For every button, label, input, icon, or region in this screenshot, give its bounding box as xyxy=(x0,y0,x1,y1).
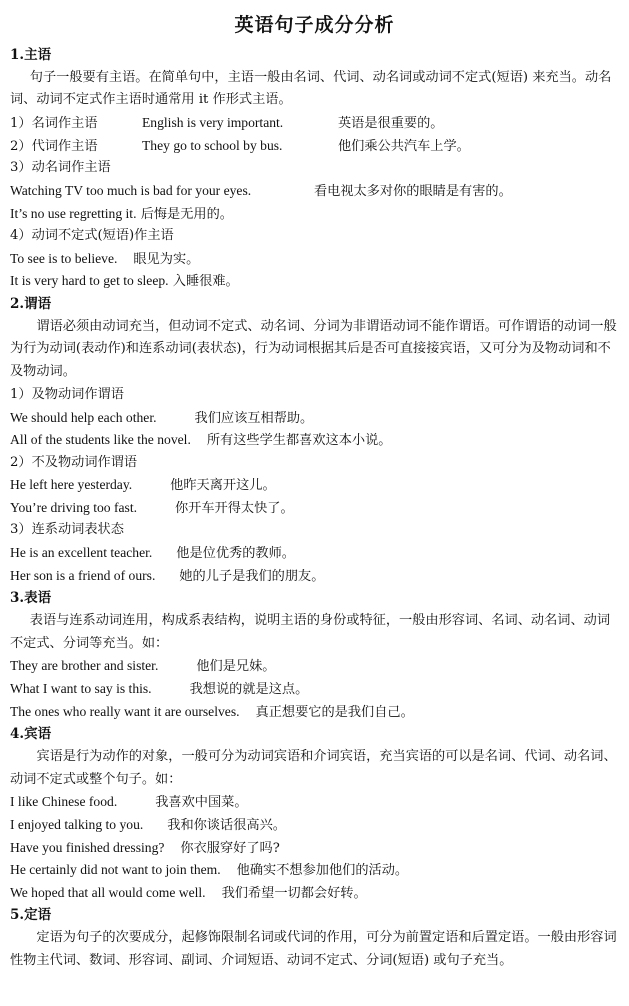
example-english: What I want to say is this. xyxy=(10,681,152,697)
example-english: They are brother and sister. xyxy=(10,658,159,674)
example-english: He is an excellent teacher. xyxy=(10,545,153,561)
example-english: He left here yesterday. xyxy=(10,477,133,493)
section-heading-subject: 1.主语 xyxy=(10,47,52,63)
example-english: The ones who really want it are ourselves. xyxy=(10,703,240,719)
example-line xyxy=(10,180,619,203)
example-chinese: 所有这些学生都喜欢这本小说。 xyxy=(206,433,392,449)
example-line xyxy=(10,814,619,837)
example-english: English is very important. xyxy=(142,115,284,131)
sub-heading: 3）连系动词表状态 xyxy=(10,522,124,538)
section-heading-attribute: 5.定语 xyxy=(10,907,52,924)
section-intro-predicative: 表语与连系动词连用，构成系表结构，说明主语的身份或特征，一般由形容词、名词、动名词、动词不定式、分词等充当。如： xyxy=(10,612,611,651)
example-chinese: 他是位优秀的教师。 xyxy=(176,546,295,562)
section-heading-predicate: 2.谓语 xyxy=(10,295,52,312)
example-line xyxy=(10,791,619,814)
example-chinese: 后悔是无用的。 xyxy=(140,206,233,222)
example-line xyxy=(10,837,619,860)
example-line xyxy=(10,655,619,678)
example-english: All of the students like the novel. xyxy=(10,432,191,448)
sub-heading: 3）动名词作主语 xyxy=(10,160,111,176)
example-english: Have you finished dressing? xyxy=(10,839,165,855)
example-chinese: 你衣服穿好了吗? xyxy=(180,840,280,856)
section-intro-subject: 句子一般要有主语。在简单句中，主语一般由名词、代词、动名词或动词不定式(短语) 来充当。动名词、动词不定式作主语时通常用 it 作形式主语。 xyxy=(10,69,612,108)
example-line xyxy=(10,497,619,520)
example-line xyxy=(10,429,619,452)
example-line xyxy=(10,882,619,905)
example-chinese: 我们应该互相帮助。 xyxy=(194,410,314,426)
sub-heading: 1）及物动词作谓语 xyxy=(10,386,124,402)
example-english: I like Chinese food. xyxy=(10,794,118,810)
example-chinese: 我喜欢中国菜。 xyxy=(155,795,248,811)
example-english: Her son is a friend of ours. xyxy=(10,567,156,583)
section-intro-attribute: 定语为句子的次要成分，起修饰限制名词或代词的作用，可分为前置定语和后置定语。一般由形容词性物主代词、数词、形容词、副词、介词短语、动词不定式、分词(短语) 或句子充当。 xyxy=(10,929,617,968)
example-english: He certainly did not want to join them. xyxy=(10,862,221,878)
example-english: They go to school by bus. xyxy=(142,137,283,153)
example-english: We should help each other. xyxy=(10,409,157,425)
example-chinese: 入睡很难。 xyxy=(172,274,239,290)
example-chinese: 他们乘公共汽车上学。 xyxy=(338,138,470,154)
example-english: We hoped that all would come well. xyxy=(10,884,206,900)
sub-heading: 1）名词作主语 xyxy=(10,116,98,132)
example-line xyxy=(10,678,619,701)
example-chinese: 真正想要它的是我们自己。 xyxy=(255,704,414,720)
example-line xyxy=(10,407,619,430)
example-english: To see is to believe. xyxy=(10,250,118,266)
example-line xyxy=(10,565,619,588)
page-title: 英语句子成分分析 xyxy=(234,14,395,36)
example-line xyxy=(10,135,619,158)
example-chinese: 他确实不想参加他们的活动。 xyxy=(236,863,409,879)
example-chinese: 她的儿子是我们的朋友。 xyxy=(179,568,325,584)
example-line xyxy=(10,112,619,135)
example-english: I enjoyed talking to you. xyxy=(10,817,144,833)
sub-heading: 2）代词作主语 xyxy=(10,138,98,154)
sub-heading: 4）动词不定式(短语)作主语 xyxy=(10,228,174,244)
example-english: Watching TV too much is bad for your eyes. xyxy=(10,182,252,198)
example-english: It is very hard to get to sleep. xyxy=(10,273,169,289)
example-line xyxy=(10,203,619,226)
example-chinese: 他们是兄妹。 xyxy=(196,659,276,675)
example-chinese: 我和你谈话很高兴。 xyxy=(167,818,286,834)
example-chinese: 英语是很重要的。 xyxy=(338,116,444,132)
example-line xyxy=(10,701,619,724)
section-heading-predicative: 3.表语 xyxy=(10,590,52,607)
example-chinese: 我想说的就是这点。 xyxy=(189,682,309,698)
example-line xyxy=(10,248,619,271)
example-chinese: 我们希望一切都会好转。 xyxy=(221,885,367,901)
example-chinese: 他昨天离开这儿。 xyxy=(170,478,276,494)
example-line xyxy=(10,474,619,497)
sub-heading: 2）不及物动词作谓语 xyxy=(10,454,138,470)
section-heading-object: 4.宾语 xyxy=(10,726,52,743)
example-chinese: 眼见为实。 xyxy=(133,251,200,267)
example-english: You’re driving too fast. xyxy=(10,499,137,515)
example-line xyxy=(10,270,619,293)
example-line xyxy=(10,542,619,565)
section-intro-predicate: 谓语必须由动词充当，但动词不定式、动名词、分词为非谓语动词不能作谓语。可作谓语的动词一般为行为动词(表动作)和连系动词(表状态)，行为动词根据其后是否可直接接宾语，又可分为及物动词和不及物动词。 xyxy=(10,318,617,380)
example-line xyxy=(10,859,619,882)
example-english: It’s no use regretting it. xyxy=(10,205,137,221)
section-intro-object: 宾语是行为动作的对象，一般可分为动词宾语和介词宾语，充当宾语的可以是名词、代词、动名词、动词不定式或整个句子。如： xyxy=(10,748,617,787)
example-chinese: 你开车开得太快了。 xyxy=(175,500,294,516)
example-chinese: 看电视太多对你的眼睛是有害的。 xyxy=(314,183,512,199)
